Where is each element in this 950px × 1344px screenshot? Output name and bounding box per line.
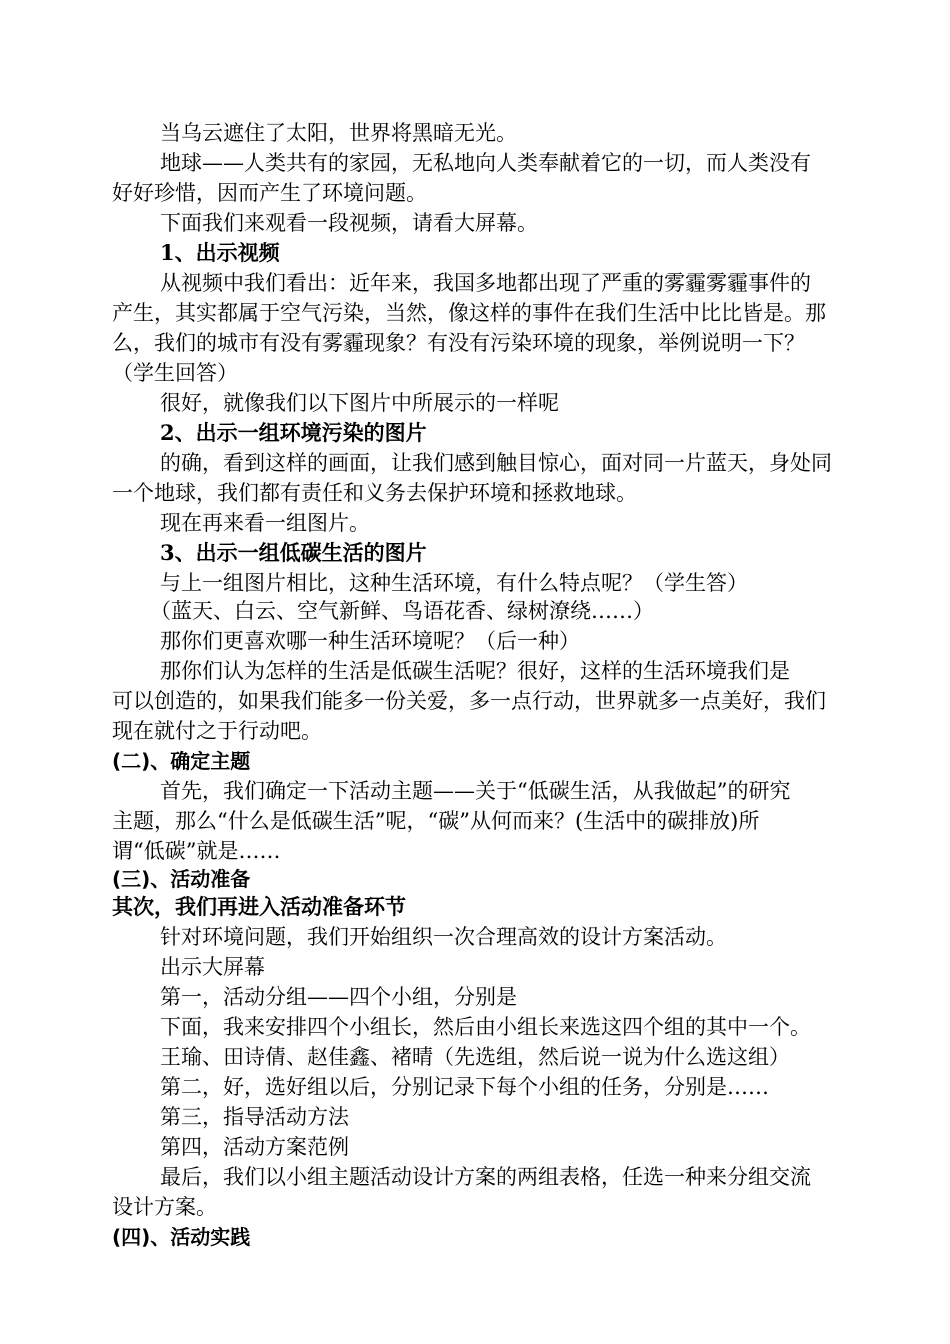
paragraph-line: 与上一组图片相比，这种生活环境，有什么特点呢？（学生答） <box>160 571 748 595</box>
paragraph-line: 好好珍惜，因而产生了环境问题。 <box>112 181 427 205</box>
paragraph-line: 地球——人类共有的家园，无私地向人类奉献着它的一切，而人类没有 <box>160 151 811 175</box>
section-heading: (二)、确定主题 <box>112 749 251 773</box>
paragraph-line: 下面，我来安排四个小组长，然后由小组长来选这四个组的其中一个。 <box>160 1015 811 1039</box>
section-heading: (三)、活动准备 <box>112 867 251 891</box>
paragraph-line: 那你们认为怎样的生活是低碳生活呢？很好，这样的生活环境我们是 <box>160 659 790 683</box>
paragraph-line: 最后，我们以小组主题活动设计方案的两组表格，任选一种来分组交流 <box>160 1165 811 1189</box>
paragraph-line: 现在再来看一组图片。 <box>160 511 370 535</box>
subsection-heading: 其次，我们再进入活动准备环节 <box>112 894 406 919</box>
paragraph-line: 一个地球，我们都有责任和义务去保护环境和拯救地球。 <box>112 481 637 505</box>
paragraph-line: 从视频中我们看出：近年来，我国多地都出现了严重的雾霾雾霾事件的 <box>160 271 811 295</box>
paragraph-line: （蓝天、白云、空气新鲜、鸟语花香、绿树潦绕……） <box>150 599 654 623</box>
paragraph-line: 第二，好，选好组以后，分别记录下每个小组的任务，分别是…… <box>160 1075 769 1099</box>
paragraph-line: 产生，其实都属于空气污染，当然，像这样的事件在我们生活中比比皆是。那 <box>112 301 826 325</box>
paragraph-line: 么，我们的城市有没有雾霾现象？有没有污染环境的现象，举例说明一下？ <box>112 331 805 355</box>
paragraph-line: （学生回答） <box>112 361 238 385</box>
paragraph-line: 现在就付之于行动吧。 <box>112 719 322 743</box>
paragraph-line: 主题，那么“什么是低碳生活”呢，“碳”从何而来？(生活中的碳排放)所 <box>112 809 760 833</box>
paragraph-line: 出示大屏幕 <box>160 955 265 979</box>
section-heading: (四)、活动实践 <box>112 1225 251 1249</box>
paragraph-line: 的确，看到这样的画面，让我们感到触目惊心，面对同一片蓝天，身处同 <box>160 451 832 475</box>
paragraph-line: 谓“低碳”就是…… <box>112 839 281 863</box>
paragraph-line: 很好，就像我们以下图片中所展示的一样呢 <box>160 391 559 415</box>
paragraph-line: 针对环境问题，我们开始组织一次合理高效的设计方案活动。 <box>160 925 727 949</box>
step-heading: 2、出示一组环境污染的图片 <box>160 420 427 445</box>
paragraph-line: 第一，活动分组——四个小组，分别是 <box>160 985 517 1009</box>
paragraph-line: 当乌云遮住了太阳，世界将黑暗无光。 <box>160 121 517 145</box>
step-heading: 3、出示一组低碳生活的图片 <box>160 540 427 565</box>
paragraph-line: 第三，指导活动方法 <box>160 1105 349 1129</box>
paragraph-line: 设计方案。 <box>112 1195 217 1219</box>
paragraph-line: 可以创造的，如果我们能多一份关爱，多一点行动，世界就多一点美好，我们 <box>112 689 826 713</box>
paragraph-line: 第四，活动方案范例 <box>160 1135 349 1159</box>
paragraph-line: 首先，我们确定一下活动主题——关于“低碳生活，从我做起”的研究 <box>160 779 791 803</box>
paragraph-line: 那你们更喜欢哪一种生活环境呢？（后一种） <box>160 629 580 653</box>
paragraph-line: 王瑜、田诗倩、赵佳鑫、褚晴（先选组，然后说一说为什么选这组） <box>160 1045 790 1069</box>
paragraph-line: 下面我们来观看一段视频，请看大屏幕。 <box>160 211 538 235</box>
step-heading: 1、出示视频 <box>160 240 280 265</box>
